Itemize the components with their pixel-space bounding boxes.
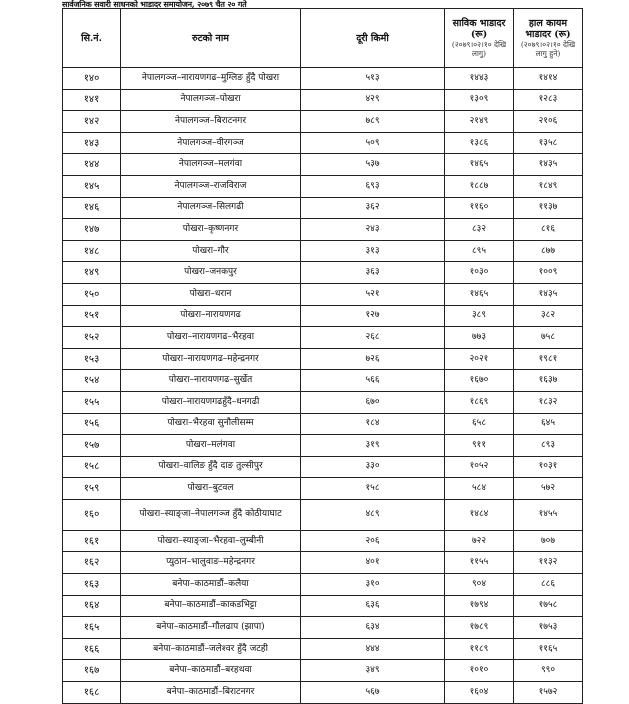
new-fare-cell: १९८१ <box>514 348 583 370</box>
route-cell: पोखरा–स्याङ्जा–भैरहवा–लुम्बीनी <box>121 530 301 552</box>
table-row <box>63 552 583 574</box>
new-fare-cell: १२८३ <box>514 89 583 111</box>
new-fare-cell: १८४९ <box>514 175 583 197</box>
new-fare-cell: १७५३ <box>514 617 583 639</box>
sn-cell: १४९ <box>63 262 121 284</box>
route-cell: नेपालगञ्ज–मलगंवा <box>121 154 301 176</box>
route-cell: पोखरा–गौर <box>121 240 301 262</box>
table-row <box>63 283 583 305</box>
table-row <box>63 617 583 639</box>
distance-cell: ४०१ <box>301 552 445 574</box>
route-cell: नेपालगञ्ज–नारायणगढ–मुग्लिङ हुँदै पोखरा <box>121 68 301 90</box>
table-row <box>63 68 583 90</box>
old-fare-cell: १३८६ <box>445 132 514 154</box>
route-cell: पोखरा–वालिङ हुँदै दाङ तुल्सीपुर <box>121 456 301 478</box>
sn-cell: १५९ <box>63 478 121 500</box>
sn-cell: १५० <box>63 283 121 305</box>
old-fare-cell: १४४३ <box>445 68 514 90</box>
table-row <box>63 370 583 392</box>
new-fare-cell: ६४५ <box>514 413 583 435</box>
header-new-fare-note: (२०७९।०२।१० देखि लागु हुने) <box>520 40 576 58</box>
sn-cell: १४० <box>63 68 121 90</box>
sn-cell: १६४ <box>63 595 121 617</box>
sn-cell: १६८ <box>63 682 121 704</box>
route-cell: पोखरा–नारायणगढहुँदै–धनगढी <box>121 391 301 413</box>
old-fare-cell: १४८४ <box>445 499 514 530</box>
distance-cell: ६३४ <box>301 617 445 639</box>
sn-cell: १५३ <box>63 348 121 370</box>
distance-cell: ४२९ <box>301 89 445 111</box>
old-fare-cell: १४६५ <box>445 154 514 176</box>
table-row <box>63 478 583 500</box>
sn-cell: १६५ <box>63 617 121 639</box>
sn-cell: १४७ <box>63 219 121 241</box>
table-row <box>63 574 583 596</box>
sn-cell: १५८ <box>63 456 121 478</box>
old-fare-cell: १७९४ <box>445 595 514 617</box>
header-sn: सि.नं. <box>63 9 121 68</box>
new-fare-cell: ८१६ <box>514 219 583 241</box>
sn-cell: १५४ <box>63 370 121 392</box>
distance-cell: ३६३ <box>301 262 445 284</box>
distance-cell: ७८९ <box>301 111 445 133</box>
table-row <box>63 175 583 197</box>
sn-cell: १४६ <box>63 197 121 219</box>
route-cell: पोखरा–जनकपुर <box>121 262 301 284</box>
table-row <box>63 327 583 349</box>
distance-cell: ३३० <box>301 456 445 478</box>
new-fare-cell: ८९३ <box>514 435 583 457</box>
table-row <box>63 638 583 660</box>
new-fare-cell: १५७२ <box>514 682 583 704</box>
sn-cell: १५५ <box>63 391 121 413</box>
distance-cell: १८४ <box>301 413 445 435</box>
table-row <box>63 660 583 682</box>
new-fare-cell: २१०६ <box>514 111 583 133</box>
route-cell: बनेपा–काठमाडौं–बरहथवा <box>121 660 301 682</box>
distance-cell: २४३ <box>301 219 445 241</box>
old-fare-cell: ९११ <box>445 435 514 457</box>
sn-cell: १४२ <box>63 111 121 133</box>
old-fare-cell: १८६९ <box>445 391 514 413</box>
table-row <box>63 391 583 413</box>
new-fare-cell: ११३२ <box>514 552 583 574</box>
route-cell: नेपालगञ्ज–वीरगञ्ज <box>121 132 301 154</box>
sn-cell: १६१ <box>63 530 121 552</box>
header-new-fare: हाल कायम भाडादर (रू) (२०७९।०२।१० देखि लागु हुने) <box>514 9 583 68</box>
sn-cell: १४८ <box>63 240 121 262</box>
sn-cell: १४१ <box>63 89 121 111</box>
distance-cell: ६९३ <box>301 175 445 197</box>
distance-cell: ३४९ <box>301 660 445 682</box>
sn-cell: १४५ <box>63 175 121 197</box>
old-fare-cell: ३८९ <box>445 305 514 327</box>
new-fare-cell: १४५५ <box>514 499 583 530</box>
route-cell: नेपालगञ्ज–बिराटनगर <box>121 111 301 133</box>
route-cell: पोखरा–स्याङ्जा–नेपालगञ्ज हुँदै कोठीयाघाट <box>121 499 301 530</box>
sn-cell: १४४ <box>63 154 121 176</box>
old-fare-cell: ८३२ <box>445 219 514 241</box>
route-cell: पोखरा–धरान <box>121 283 301 305</box>
route-cell: बनेपा–काठमाडौं–काकडभिट्टा <box>121 595 301 617</box>
sn-cell: १५२ <box>63 327 121 349</box>
sn-cell: १४३ <box>63 132 121 154</box>
distance-cell: २०६ <box>301 530 445 552</box>
distance-cell: ६७० <box>301 391 445 413</box>
distance-cell: ६३६ <box>301 595 445 617</box>
old-fare-cell: ११८९ <box>445 638 514 660</box>
old-fare-cell: १४६५ <box>445 283 514 305</box>
sn-cell: १५७ <box>63 435 121 457</box>
table-row <box>63 111 583 133</box>
old-fare-cell: ७७३ <box>445 327 514 349</box>
old-fare-cell: १६०४ <box>445 682 514 704</box>
new-fare-cell: ११६५ <box>514 638 583 660</box>
distance-cell: ५२१ <box>301 283 445 305</box>
table-row <box>63 348 583 370</box>
distance-cell: ३१९ <box>301 435 445 457</box>
distance-cell: ३६२ <box>301 197 445 219</box>
old-fare-cell: ११५५ <box>445 552 514 574</box>
header-row <box>63 9 583 68</box>
route-cell: पोखरा–नारायणगढ <box>121 305 301 327</box>
table-row <box>63 682 583 704</box>
new-fare-cell: १६३७ <box>514 370 583 392</box>
new-fare-cell: १३५८ <box>514 132 583 154</box>
route-cell: नेपालगञ्ज–सिलगढी <box>121 197 301 219</box>
table-row <box>63 219 583 241</box>
table-row <box>63 262 583 284</box>
new-fare-cell: १४३५ <box>514 283 583 305</box>
sn-cell: १६७ <box>63 660 121 682</box>
old-fare-cell: १६७० <box>445 370 514 392</box>
sn-cell: १६२ <box>63 552 121 574</box>
route-cell: नेपालगञ्ज–राजविराज <box>121 175 301 197</box>
route-cell: नेपालगञ्ज–पोखरा <box>121 89 301 111</box>
distance-cell: ५६७ <box>301 682 445 704</box>
route-cell: पोखरा–नारायणगढ–सुर्खेत <box>121 370 301 392</box>
old-fare-cell: ५८४ <box>445 478 514 500</box>
old-fare-cell: ६५८ <box>445 413 514 435</box>
old-fare-cell: २०२१ <box>445 348 514 370</box>
route-cell: बनेपा–काठमाडौं–जलेश्वर हुँदै जटही <box>121 638 301 660</box>
distance-cell: ५१३ <box>301 68 445 90</box>
route-cell: बनेपा–काठमाडौं–बिराटनगर <box>121 682 301 704</box>
route-cell: पोखरा–नारायणगढ–महेन्द्रनगर <box>121 348 301 370</box>
distance-cell: ४४४ <box>301 638 445 660</box>
table-row <box>63 435 583 457</box>
table-row <box>63 530 583 552</box>
table-row <box>63 132 583 154</box>
header-old-fare-note: (२०७९।०२।१० देखि लागु) <box>451 40 507 58</box>
route-cell: बनेपा–काठमाडौं–गौलढाप (झापा) <box>121 617 301 639</box>
old-fare-cell: २१४९ <box>445 111 514 133</box>
new-fare-cell: १७५८ <box>514 595 583 617</box>
new-fare-cell: ८८६ <box>514 574 583 596</box>
new-fare-cell: १००९ <box>514 262 583 284</box>
old-fare-cell: ७२२ <box>445 530 514 552</box>
route-cell: पोखरा–बुटवल <box>121 478 301 500</box>
distance-cell: १५८ <box>301 478 445 500</box>
new-fare-cell: ८७७ <box>514 240 583 262</box>
old-fare-cell: १८८७ <box>445 175 514 197</box>
distance-cell: ४८९ <box>301 499 445 530</box>
header-route: रुटको नाम <box>121 9 301 68</box>
old-fare-cell: १०१० <box>445 660 514 682</box>
distance-cell: २६८ <box>301 327 445 349</box>
table-row <box>63 154 583 176</box>
sn-cell: १६६ <box>63 638 121 660</box>
old-fare-cell: ११६० <box>445 197 514 219</box>
new-fare-cell: ७०७ <box>514 530 583 552</box>
distance-cell: ५०९ <box>301 132 445 154</box>
distance-cell: ३१० <box>301 574 445 596</box>
table-caption: सार्वजनिक सवारी साधनको भाडादर समायोजन, २०७९ चैत २० गते <box>62 0 247 9</box>
new-fare-cell: १४१४ <box>514 68 583 90</box>
route-cell: प्युठान–भालुवाङ–महेन्द्रनगर <box>121 552 301 574</box>
new-fare-cell: ३८२ <box>514 305 583 327</box>
table-row <box>63 197 583 219</box>
distance-cell: ५३७ <box>301 154 445 176</box>
new-fare-cell: १०३१ <box>514 456 583 478</box>
distance-cell: ७२६ <box>301 348 445 370</box>
sn-cell: १६० <box>63 499 121 530</box>
route-cell: बनेपा–काठमाडौं–कलैया <box>121 574 301 596</box>
new-fare-cell: १४३५ <box>514 154 583 176</box>
new-fare-cell: ९९० <box>514 660 583 682</box>
new-fare-cell: ११३७ <box>514 197 583 219</box>
old-fare-cell: १३०९ <box>445 89 514 111</box>
header-distance: दूरी किमी <box>301 9 445 68</box>
table-row <box>63 413 583 435</box>
table-row <box>63 456 583 478</box>
table-row <box>63 595 583 617</box>
route-cell: पोखरा–मलंगवा <box>121 435 301 457</box>
new-fare-cell: ५७२ <box>514 478 583 500</box>
distance-cell: १२७ <box>301 305 445 327</box>
sn-cell: १६३ <box>63 574 121 596</box>
table-row <box>63 305 583 327</box>
old-fare-cell: ८९५ <box>445 240 514 262</box>
route-cell: पोखरा–भैरहवा सुनौलीसम्म <box>121 413 301 435</box>
route-cell: पोखरा–कृष्णनगर <box>121 219 301 241</box>
table-row <box>63 89 583 111</box>
fare-table <box>62 8 583 704</box>
new-fare-cell: ७५८ <box>514 327 583 349</box>
header-old-fare: साविक भाडादर (रू) (२०७९।०२।१० देखि लागु) <box>445 9 514 68</box>
table-row <box>63 499 583 530</box>
distance-cell: ५६६ <box>301 370 445 392</box>
sn-cell: १५१ <box>63 305 121 327</box>
distance-cell: ३१३ <box>301 240 445 262</box>
sn-cell: १५६ <box>63 413 121 435</box>
old-fare-cell: १७८९ <box>445 617 514 639</box>
old-fare-cell: १०३० <box>445 262 514 284</box>
route-cell: पोखरा–नारायणगढ–भैरहवा <box>121 327 301 349</box>
new-fare-cell: १८३२ <box>514 391 583 413</box>
table-row <box>63 240 583 262</box>
old-fare-cell: १०५२ <box>445 456 514 478</box>
old-fare-cell: ९०४ <box>445 574 514 596</box>
